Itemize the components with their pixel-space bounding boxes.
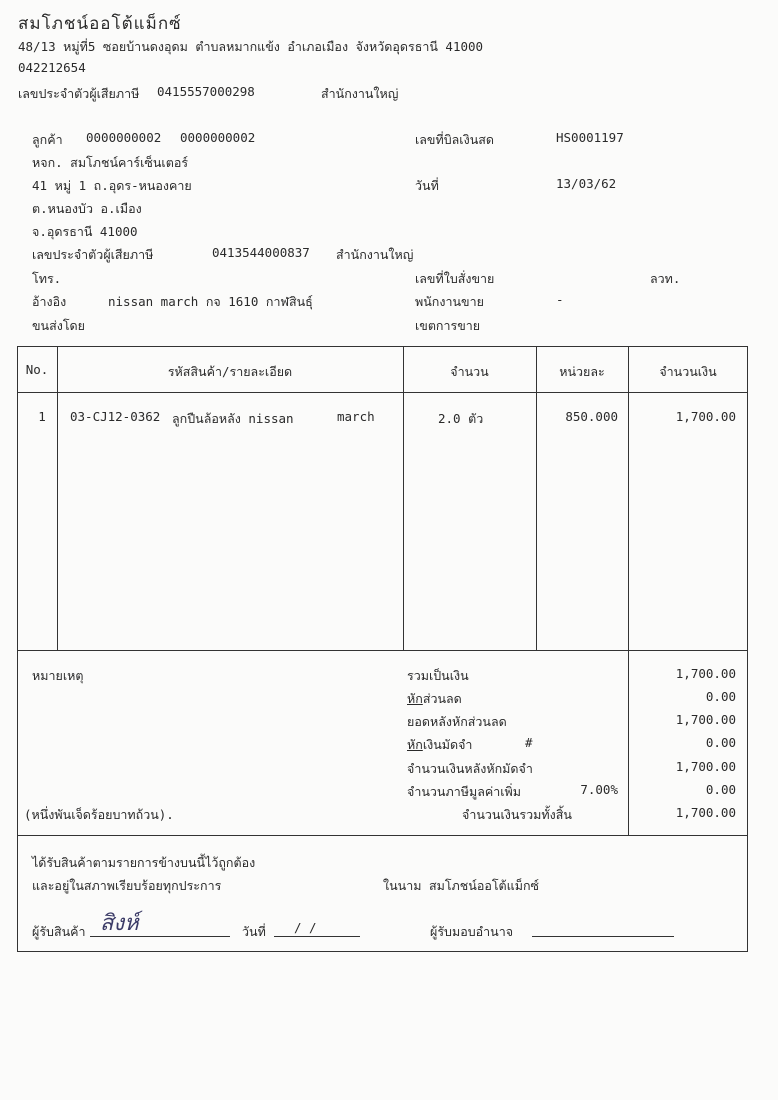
header-description: รหัสสินค้า/รายละเอียด [167,364,293,379]
header-divider [17,392,748,393]
table-row-amount: 1,700.00 [675,409,736,424]
footer-date-label: วันที่ [242,924,266,939]
sales-order-value: ลวท. [650,271,681,286]
table-row-qty: 2.0 ตัว [438,411,484,426]
summary-label-after-deposit: จำนวนเงินหลังหักมัดจำ [407,761,533,776]
company-tax-id: 0415557000298 [157,84,255,99]
customer-address-1: 41 หมู่ 1 ถ.อุดร-หนองคาย [32,178,192,193]
summary-label-grand-total: จำนวนเงินรวมทั้งสิ้น [462,807,572,822]
summary-value-grand-total: 1,700.00 [675,805,736,820]
summary-value-vat: 0.00 [705,782,736,797]
summary-deposit-mark: # [525,735,533,750]
summary-divider [17,835,748,836]
sales-area-label: เขตการขาย [415,318,481,333]
received-statement-1: ได้รับสินค้าตามรายการข้างบนนี้ไว้ถูกต้อง [32,855,256,870]
bill-no-label: เลขที่บิลเงินสด [415,132,494,147]
customer-tax-id: 0413544000837 [212,245,310,260]
customer-phone-label: โทร. [32,271,62,286]
col-divider-3 [536,346,537,650]
remarks-label: หมายเหตุ [32,668,84,683]
col-divider-2 [403,346,404,650]
summary-label-deposit [407,735,472,755]
table-row-desc: ลูกปืนล้อหลัง nissan [172,411,294,426]
authorized-label: ผู้รับมอบอำนาจ [430,924,514,939]
sales-order-label: เลขที่ใบสั่งขาย [415,271,495,286]
table-row-no: 1 [38,409,46,424]
summary-value-after-deposit: 1,700.00 [675,759,736,774]
summary-value-deposit: 0.00 [705,735,736,750]
table-row-desc-2: march [337,409,375,424]
header-unit-price: หน่วยละ [559,364,605,379]
customer-ref-label: อ้างอิง [32,294,67,309]
summary-vat-rate: 7.00% [580,782,618,797]
header-quantity: จำนวน [450,364,489,379]
discount-label-text: ส่วนลด [422,691,462,706]
items-divider [17,650,748,651]
date-label: วันที่ [415,178,439,193]
summary-label-discount [407,689,462,709]
customer-address-2: ต.หนองบัว อ.เมือง [32,201,142,216]
summary-label-subtotal: รวมเป็นเงิน [407,668,469,683]
salesman-label: พนักงานขาย [415,294,484,309]
table-row-code: 03-CJ12-0362 [70,409,161,424]
customer-ship-label: ขนส่งโดย [32,318,85,333]
deduct-prefix: หัก [407,691,423,706]
deposit-label-text: เงินมัดจำ [422,737,473,752]
customer-name: หจก. สมโภชน์คาร์เซ็นเตอร์ [32,155,189,170]
customer-code-2: 0000000002 [180,130,256,145]
summary-label-vat: จำนวนภาษีมูลค่าเพิ่ม [407,784,521,799]
header-no: No. [25,362,49,377]
company-branch: สำนักงานใหญ่ [321,86,399,101]
summary-value-discount: 0.00 [705,689,736,704]
authorized-signature-line [532,936,674,937]
header-amount: จำนวนเงิน [659,364,717,379]
received-statement-2: และอยู่ในสภาพเรียบร้อยทุกประการ [32,878,222,893]
customer-address-3: จ.อุดรธานี 41000 [32,224,138,239]
summary-value-after-discount: 1,700.00 [675,712,736,727]
customer-branch: สำนักงานใหญ่ [336,247,414,262]
col-divider-1 [57,346,58,650]
company-phone: 042212654 [18,60,86,75]
date-value: 13/03/62 [556,176,617,191]
salesman-value: - [556,292,564,307]
customer-tax-label: เลขประจำตัวผู้เสียภาษี [32,247,154,262]
company-name: สมโภชน์ออโต้แม็กซ์ [18,14,182,34]
footer-date-slashes: / / [294,920,317,935]
summary-value-subtotal: 1,700.00 [675,666,736,681]
summary-label-after-discount: ยอดหลังหักส่วนลด [407,714,507,729]
on-behalf-of: ในนาม สมโภชน์ออโต้แม็กซ์ [383,878,540,893]
bill-no-value: HS0001197 [556,130,624,145]
receiver-signature: สิงห์ [100,911,139,936]
company-tax-label: เลขประจำตัวผู้เสียภาษี [18,86,140,101]
amount-in-words: (หนึ่งพันเจ็ดร้อยบาทถ้วน). [24,807,174,822]
customer-code-1: 0000000002 [86,130,162,145]
customer-label: ลูกค้า [32,132,63,147]
table-row-unit-price: 850.000 [565,409,618,424]
company-address: 48/13 หมู่ที่5 ซอยบ้านดงอุดม ตำบลหมากแข้ง อำเภอเมือง จังหวัดอุดรธานี 41000 [18,39,484,54]
receiver-label: ผู้รับสินค้า [32,924,86,939]
deduct-prefix: หัก [407,737,423,752]
customer-ref-value: nissan march กจ 1610 กาฬสินธุ์ [108,294,313,309]
footer-date-line [274,936,360,937]
